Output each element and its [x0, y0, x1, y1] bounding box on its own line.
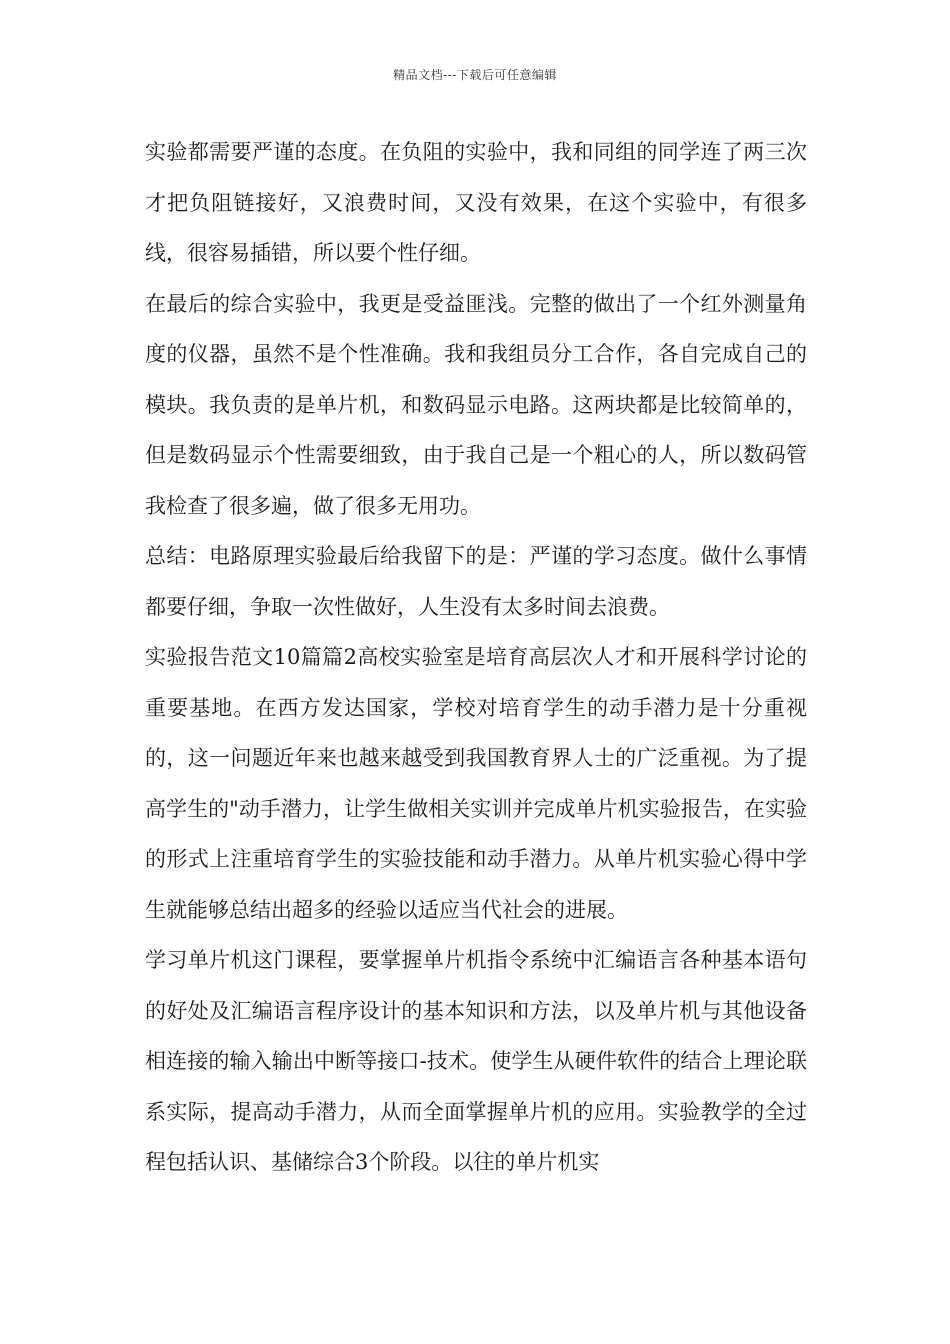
paragraph: 在最后的综合实验中，我更是受益匪浅。完整的做出了一个红外测量角度的仪器，虽然不是个性准确。我和我组员分工合作，各自完成自己的模块。我负责的是单片机，和数码显示电路。这两块都是比较简单的，但是数码显示个性需要细致，由于我自己是一个粗心的人，所以数码管我检查了很多遍，做了很多无用功。: [145, 291, 807, 518]
paragraph: 实验报告范文10篇篇2高校实验室是培育高层次人才和开展科学讨论的重要基地。在西方发达国家，学校对培育学生的动手潜力是十分重视的，这一问题近年来也越来越受到我国教育界人士的广泛重视。为了提高学生的"动手潜力，让学生做相关实训并完成单片机实验报告，在实验的形式上注重培育学生的实验技能和动手潜力。从单片机实验心得中学生就能够总结出超多的经验以适应当代社会的进展。: [145, 645, 807, 922]
paragraph: 总结：电路原理实验最后给我留下的是：严谨的学习态度。做什么事情都要仔细，争取一次性做好，人生没有太多时间去浪费。: [145, 544, 807, 619]
paragraph: 学习单片机这门课程，要掌握单片机指令系统中汇编语言各种基本语句的好处及汇编语言程序设计的基本知识和方法，以及单片机与其他设备相连接的输入输出中断等接口-技术。使学生从硬件软件的结合上理论联系实际，提高动手潜力，从而全面掌握单片机的应用。实验教学的全过程包括认识、基储综合3个阶段。以往的单片机实: [145, 948, 807, 1174]
paragraph: 实验都需要严谨的态度。在负阻的实验中，我和同组的同学连了两三次才把负阻链接好，又浪费时间，又没有效果，在这个实验中，有很多线，很容易插错，所以要个性仔细。: [145, 140, 807, 265]
document-body: [145, 127, 807, 1188]
page-header: 精品文档---下载后可任意编辑: [393, 68, 557, 82]
